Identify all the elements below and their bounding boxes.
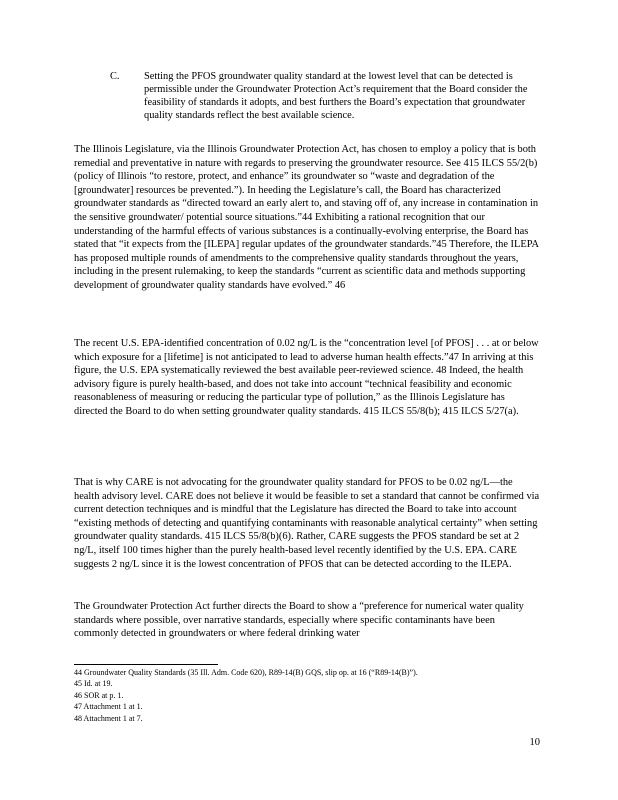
footnote-45: 45 Id. at 19. bbox=[74, 679, 113, 689]
footnote-46: 46 SOR at p. 1. bbox=[74, 690, 124, 700]
paragraph-groundwater-act: The Groundwater Protection Act further directs the Board to show a “preference for numerical water quality standards where possible, over narrative standards, especially where specific contaminants have been commonly detected in groundwaters or where federal drinking water bbox=[74, 601, 524, 640]
paragraph-epa-concentration: The recent U.S. EPA-identified concentration of 0.02 ng/L is the “concentration level [of PFOS] . . . at or below which exposure for a [lifetime] is not anticipated to lead to adverse human health effects.”47 In arriving at this figure, the U.S. EPA systematically reviewed the best available peer-reviewed science. 48 Indeed, the health advisory figure is purely health-based, and does not take into account “technical feasibility and economic reasonableness of measuring or reducing the particular type of pollution,” as the Illinois Legislature has directed the Board to do when setting groundwater quality standards. 415 ILCS 55/8(b); 415 ILCS 5/27(a). bbox=[74, 338, 539, 417]
paragraph-legislature: The Illinois Legislature, via the Illinois Groundwater Protection Act, has chosen to employ a policy that is both remedial and preventative in nature with regards to preserving the groundwater resource. See 415 ILCS 55/2(b) (policy of Illinois “to restore, protect, and enhance” its groundwater so “waste and degradation of the [groundwater] resources be prevented.”). In heeding the Legislature’s call, the Board has characterized groundwater standards as “directed toward an early alert to, and staving off of, any increase in contamination in the sensitive groundwater/ potential source situations.”44 Exhibiting a rational recognition that our understanding of the harmful effects of various substances is a continually-evolving enterprise, the Board has stated that “it expects from the [ILEPA] regular updates of the groundwater standards.”45 Therefore, the ILEPA has proposed multiple rounds of amendments to the comprehensive quality standards throughout the years, including in the present rulemaking, to keep the standards “current as scientific data and methods supporting development of groundwater quality standards have evolved.” 46 bbox=[74, 144, 539, 291]
item-marker: C. bbox=[110, 71, 120, 82]
footnote-48: 48 Attachment 1 at 7. bbox=[74, 713, 143, 723]
item-text: Setting the PFOS groundwater quality standard at the lowest level that can be detected is permissible under the Groundwater Protection Act’s requirement that the Board consider the feasibility of standards it adopts, and best furthers the Board’s expectation that groundwater quality standards reflect the best available science. bbox=[144, 71, 528, 121]
paragraph-care-position: That is why CARE is not advocating for the groundwater quality standard for PFOS to be 0.02 ng/L—the health advisory level. CARE does not believe it would be feasible to set a standard that cannot be confirmed via current detection techniques and is mindful that the Legislature has directed the Board to take into account “existing methods of detecting and quantifying contaminants with reasonable analytical certainty” when setting groundwater quality standards. 415 ILCS 55/8(b)(6). Rather, CARE suggests the PFOS standard be set at 2 ng/L, itself 100 times higher than the purely health-based level recently identified by the U.S. EPA. CARE suggests 2 ng/L since it is the lowest concentration of PFOS that can be detected according to the ILEPA. bbox=[74, 477, 540, 570]
footnote-44: 44 Groundwater Quality Standards (35 Ill. Adm. Code 620), R89-14(B) GQS, slip op. at 16 (“R89-14(B)”). bbox=[74, 668, 418, 677]
footnotes bbox=[74, 664, 540, 724]
page-number: 10 bbox=[529, 737, 540, 748]
footnote-divider bbox=[74, 664, 218, 665]
footnote-47: 47 Attachment 1 at 1. bbox=[74, 702, 143, 712]
section-item-c bbox=[110, 70, 540, 122]
